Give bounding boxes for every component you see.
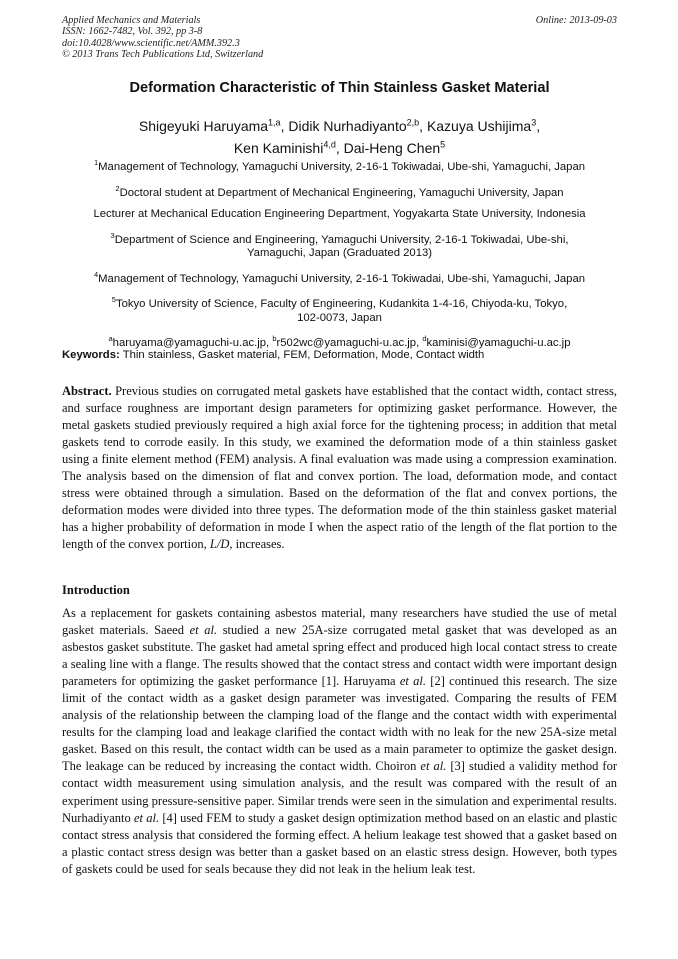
author: Shigeyuki Haruyama$^{1,a}$, [138, 117, 289, 134]
journal-name: Applied Mechanics and Materials [62, 15, 201, 26]
affiliation: $^3$Department of Science and Engineering, Yamaguchi University, 2-16-1 Tokiwadai, Ube-shi, Yamaguchi, Japan (Graduated 2013) [110, 230, 569, 260]
affiliation: $^1$Management of Technology, Yamaguchi University, 2-16-1 Tokiwadai, Ube-shi, Yamaguchi, Japan [93, 158, 586, 173]
email-link[interactable]: $^b$r502wc@yamaguchi-u.ac.jp, [272, 333, 423, 349]
online-date: Online: 2013-09-03 [535, 15, 617, 26]
author: Ken Kaminishi$^{4,d}$, [233, 139, 344, 157]
email-link[interactable]: $^a$haruyama@yamaguchi-u.ac.jp, [108, 333, 273, 349]
author: Didik Nurhadiyanto$^{2,b}$, [288, 117, 427, 134]
section-heading-introduction: Introduction [62, 583, 130, 597]
introduction-paragraph: As a replacement for gaskets containing asbestos material, many researchers have studied the use of metal gasket materials. Saeed et al. studied a new 25A-size corrugated metal gasket that was developed as an asbestos gasket substitute. The gasket had ametal spring effect and produced high local contact stress to create a sealing line with a flange. The results showed that the contact stress and contact width were important design parameters for optimizing the gasket performance [1]. Haruyama et al. [2] continued this research. The size limit of the contact width as a gasket design parameter was investigated. Comparing the results of FEM analysis of the relationship between the clamping load of the flange and the contact width with experimental results for the clamping load and leakage clarified the contact width with no leak for the new 25A-size metal gasket. Based on this result, the contact width can be used as a main parameter to optimize the gasket design. The leakage can be reduced by increasing the contact width. Choiron et al. [3] studied a validity method for contact width measurement using simulation analysis, and the result was compared with the result of an experiment using pressure-sensitive paper. Similar trends were seen in the simulation and experimental results. Nurhadiyanto et al. [4] used FEM to study a gasket design optimization method based on an elastic and plastic contact stress analysis that considered the forming effect. A helium leakage test showed that a gasket based on a plastic contact stress design was better than a gasket based on an elastic stress design. However, both types of gaskets could be used for seals because they did not leak in the helium leak test. [62, 606, 618, 876]
abstract-paragraph: Abstract. Previous studies on corrugated metal gaskets have established that the contact width, contact stress, and surface roughness are important design parameters for optimizing gasket performance. However, the metal gaskets studied previously required a high axial force for the tightening process; in addition that metal gaskets tend to corrode easily. In this study, we examined the deformation mode of a thin stainless gasket using a finite element method (FEM) analysis. A final evaluation was made using a compression examination. The analysis based on the dimension of flat and convex portion. The load, deformation mode, and contact stress were obtained through a simulation. Based on the deformation of the flat and convex portions, the deformation modes were divided into three types. The deformation mode of the thin stainless gasket material has a higher probability of deformation in mode I when the aspect ratio of the length of the flat portion to the length of the convex portion, L/D, increases. [62, 384, 618, 552]
publication-header [62, 15, 617, 61]
keywords-line [62, 349, 617, 361]
email-link[interactable]: $^d$kaminisi@yamaguchi-u.ac.jp [422, 333, 571, 349]
doi-line[interactable]: doi:10.4028/www.scientific.net/AMM.392.3 [62, 37, 240, 49]
ratio-symbol: L/D [209, 537, 230, 552]
affiliation-list [62, 156, 617, 350]
affiliation: Lecturer at Mechanical Education Engineering Department, Yogyakarta State University, Indonesia [93, 207, 586, 220]
keywords-text: Thin stainless, Gasket material, FEM, Deformation, Mode, Contact width [122, 349, 485, 361]
affiliation: $^5$Tokyo University of Science, Faculty of Engineering, Kudankita 1-4-16, Chiyoda-ku, Tokyo, 102-0073, Japan [111, 295, 568, 324]
author: Dai-Heng Chen$^5$ [343, 139, 446, 157]
paper-title: Deformation Characteristic of Thin Stainless Gasket Material [129, 80, 550, 96]
copyright-line: © 2013 Trans Tech Publications Ltd, Switzerland [62, 49, 264, 61]
keywords-label: Keywords: [62, 349, 120, 361]
author: Kazuya Ushijima$^3$, [426, 117, 541, 134]
abstract-label: Abstract. [62, 384, 112, 398]
email-list [62, 332, 617, 350]
issn-line: ISSN: 1662-7482, Vol. 392, pp 3-8 [62, 26, 203, 38]
author-list [62, 113, 617, 158]
affiliation: $^2$Doctoral student at Department of Mechanical Engineering, Yamaguchi University, Japan [115, 183, 564, 199]
affiliation: $^4$Management of Technology, Yamaguchi University, 2-16-1 Tokiwadai, Ube-shi, Yamaguchi, Japan [93, 270, 586, 286]
